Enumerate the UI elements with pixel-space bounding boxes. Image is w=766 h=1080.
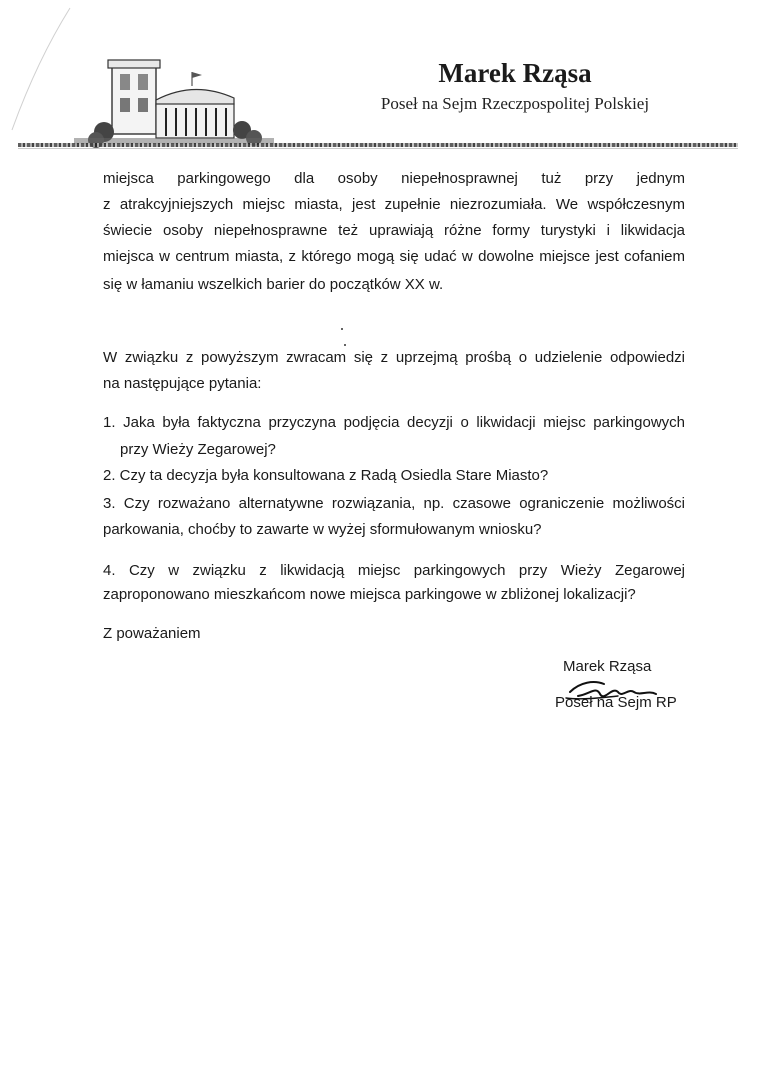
signature-name: Marek Rząsa xyxy=(563,658,652,675)
question-1-line: przy Wieży Zegarowej? xyxy=(120,441,276,458)
text-line: się w łamaniu wszelkich barier do początków XX w. xyxy=(103,276,444,293)
text-line: na następujące pytania: xyxy=(103,375,262,392)
letterhead-name: Marek Rząsa xyxy=(438,58,592,88)
signature-title: Poseł na Sejm RP xyxy=(555,694,677,711)
scan-speck xyxy=(341,328,343,330)
text-line: W związku z powyższym zwracam się z uprzejmą prośbą o udzielenie odpowiedzi xyxy=(103,349,685,366)
question-3-line: 3. Czy rozważano alternatywne rozwiązania, np. czasowe ograniczenie możliwości xyxy=(103,495,685,512)
question-3-line: parkowania, choćby to zawarte w wyżej sformułowanym wniosku? xyxy=(103,521,542,538)
text-line: miejsca w centrum miasta, z którego mogą się udać w dowolne miejsce jest cofaniem xyxy=(103,248,685,265)
text-line: miejsca parkingowego dla osoby niepełnosprawnej tuż przy jednym xyxy=(103,170,685,187)
text-line: z atrakcyjniejszych miejsc miasta, jest zupełnie niezrozumiała. We współczesnym xyxy=(103,196,685,213)
question-2-line: 2. Czy ta decyzja była konsultowana z Radą Osiedla Stare Miasto? xyxy=(103,467,549,484)
sejm-building-icon xyxy=(74,52,274,152)
question-4-line: 4. Czy w związku z likwidacją miejsc parkingowych przy Wieży Zegarowej xyxy=(103,562,685,579)
text-line: świecie osoby niepełnosprawne też uprawiają różne formy turystyki i likwidacja xyxy=(103,222,685,239)
closing-line: Z poważaniem xyxy=(103,625,201,642)
letterhead-divider-thin xyxy=(18,148,738,149)
question-4-line: zaproponowano mieszkańcom nowe miejsca parkingowe w zbliżonej lokalizacji? xyxy=(103,586,636,603)
letterhead-subtitle: Poseł na Sejm Rzeczpospolitej Polskiej xyxy=(380,94,650,113)
letterhead-divider xyxy=(18,143,738,147)
question-1-line: 1. Jaka była faktyczna przyczyna podjęcia decyzji o likwidacji miejsc parkingowych xyxy=(103,414,685,431)
